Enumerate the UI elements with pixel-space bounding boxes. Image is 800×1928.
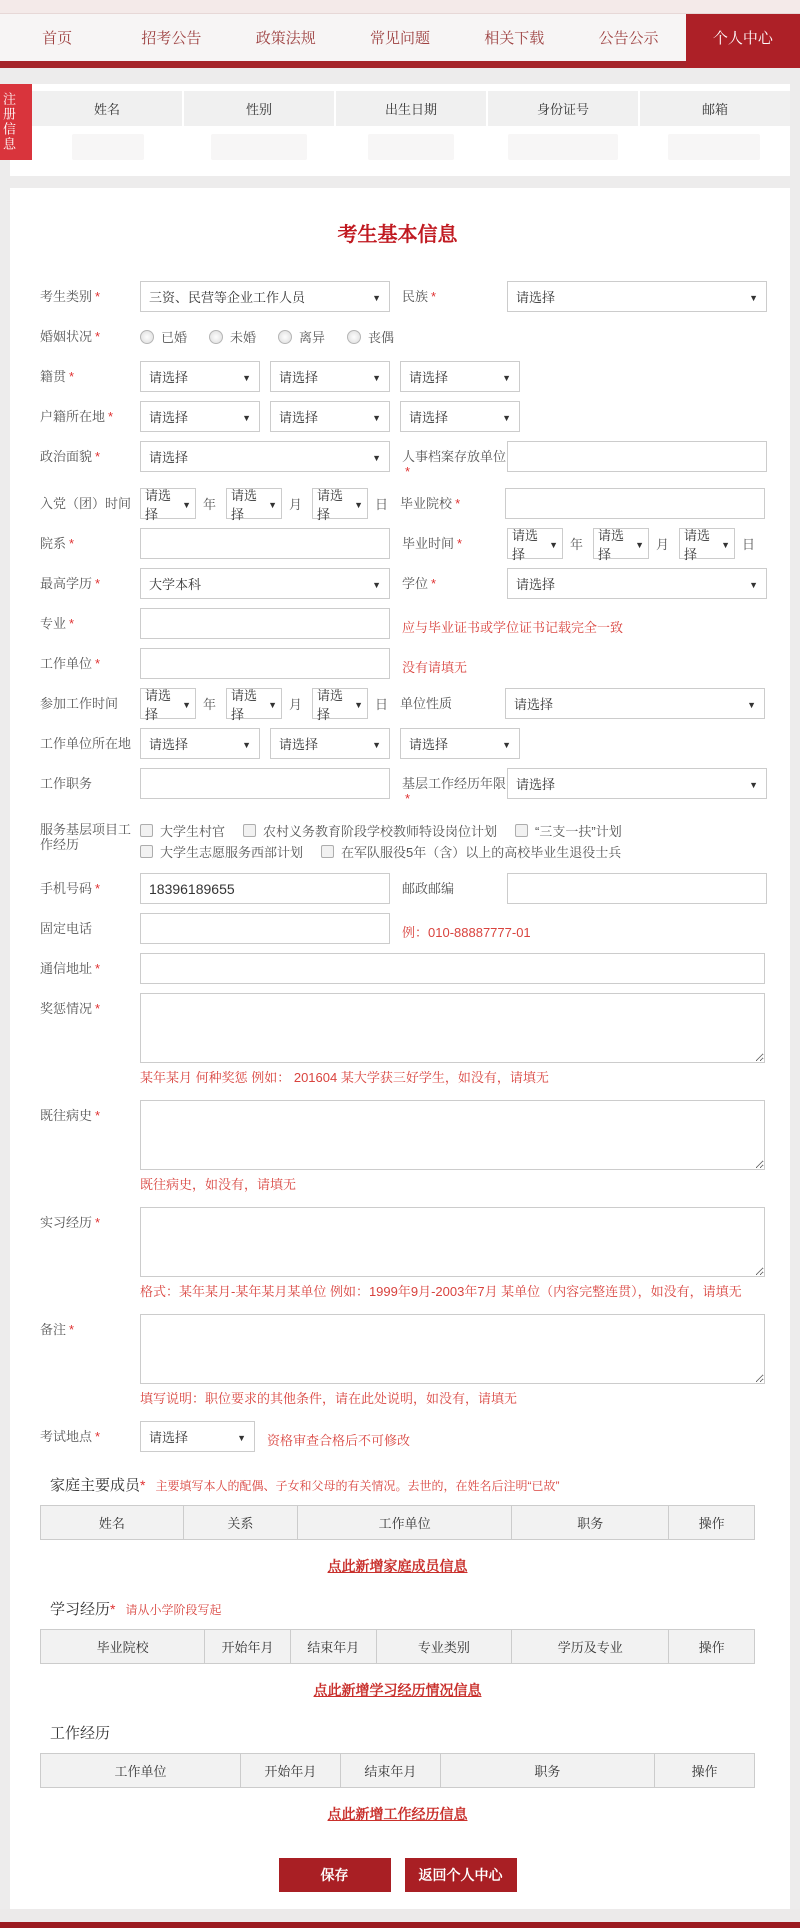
- radio-label-unmarried: 未婚: [230, 330, 257, 345]
- label-political-status: 政治面貌 *: [40, 449, 101, 464]
- dropdown-arrow-icon: [236, 369, 251, 384]
- work-col-actions: 操作: [655, 1754, 755, 1788]
- label-marital-status: 婚姻状况 *: [40, 329, 101, 344]
- select-graduation-month[interactable]: 请选择 ▼: [593, 528, 649, 559]
- checkbox-village-official[interactable]: [140, 824, 153, 837]
- label-job-title: 工作职务: [40, 776, 93, 791]
- column-header-birthdate: 出生日期: [336, 91, 488, 126]
- select-party-join-month[interactable]: 请选择 ▼: [226, 488, 282, 519]
- nav-item-announcements[interactable]: 招考公告: [141, 30, 202, 47]
- top-banner-strip: [0, 0, 800, 14]
- checkbox-three-supports-program[interactable]: [515, 824, 528, 837]
- dropdown-arrow-icon: [262, 696, 277, 711]
- select-native-district[interactable]: 请选择 ▼: [400, 361, 520, 392]
- employer-input[interactable]: [140, 648, 390, 679]
- family-members-section: 家庭主要成员 * 主要填写本人的配偶、子女和父母的有关情况。去世的，在姓名后注明“已故” 姓名 关系 工作单位 职务 操作 点此新增家庭成员信息: [40, 1474, 755, 1576]
- label-graduation-school: 毕业院校 *: [400, 496, 461, 511]
- dropdown-arrow-icon: [176, 696, 191, 711]
- dropdown-arrow-icon: [366, 449, 381, 464]
- checkbox-label-veteran-5years: 在军队服役5年（含）以上的高校毕业生退役士兵: [341, 845, 622, 860]
- education-history-section: 学习经历 * 请从小学阶段写起 毕业院校 开始年月 结束年月 专业类别 学历及专业 操作 点此新增学习经历情况信息: [40, 1598, 755, 1700]
- select-native-city[interactable]: 请选择 ▼: [270, 361, 390, 392]
- select-ethnicity[interactable]: 请选择 ▼: [507, 281, 767, 312]
- redacted-value: [508, 134, 618, 160]
- checkbox-west-volunteer-program[interactable]: [140, 845, 153, 858]
- education-col-school: 毕业院校: [41, 1630, 205, 1664]
- mobile-number-input[interactable]: [140, 873, 390, 904]
- family-section-title: 家庭主要成员: [50, 1477, 141, 1494]
- add-family-member-link[interactable]: 点此新增家庭成员信息: [327, 1558, 468, 1574]
- family-col-relation: 关系: [183, 1506, 297, 1540]
- register-info-section: [0, 84, 790, 176]
- rewards-punishments-hint: 某年某月 何种奖惩 例如： 201604 某大学获三好学生，如没有，请填无: [140, 1070, 549, 1085]
- select-graduation-year[interactable]: 请选择 ▼: [507, 528, 563, 559]
- select-candidate-category[interactable]: 三资、民营等企业工作人员 ▼: [140, 281, 390, 312]
- family-col-actions: 操作: [669, 1506, 755, 1540]
- radio-label-widowed: 丧偶: [368, 330, 395, 345]
- select-employer-province[interactable]: 请选择 ▼: [140, 728, 260, 759]
- dropdown-arrow-icon: [543, 536, 558, 551]
- label-landline: 固定电话: [40, 921, 93, 936]
- label-mobile-number: 手机号码 *: [40, 881, 101, 896]
- select-household-province[interactable]: 请选择 ▼: [140, 401, 260, 432]
- dropdown-arrow-icon: [348, 696, 363, 711]
- family-col-employer: 工作单位: [298, 1506, 512, 1540]
- select-employer-city[interactable]: 请选择 ▼: [270, 728, 390, 759]
- column-header-id-number: 身份证号: [488, 91, 640, 126]
- select-degree[interactable]: 请选择 ▼: [507, 568, 767, 599]
- label-employer-type: 单位性质: [400, 696, 453, 711]
- remarks-hint: 填写说明：职位要求的其他条件，请在此处说明，如没有，请填无: [140, 1391, 518, 1406]
- label-rewards-punishments: 奖惩情况 *: [40, 1001, 101, 1016]
- education-col-start: 开始年月: [205, 1630, 291, 1664]
- column-header-gender: 性别: [184, 91, 336, 126]
- education-col-end: 结束年月: [290, 1630, 376, 1664]
- label-highest-education: 最高学历 *: [40, 576, 101, 591]
- dropdown-arrow-icon: [496, 369, 511, 384]
- label-medical-history: 既往病史 *: [40, 1108, 101, 1123]
- dropdown-arrow-icon: [496, 409, 511, 424]
- label-mailing-address: 通信地址 *: [40, 961, 101, 976]
- faculty-input[interactable]: [140, 528, 390, 559]
- graduation-school-input[interactable]: [505, 488, 765, 519]
- column-header-name: 姓名: [32, 91, 184, 126]
- dropdown-arrow-icon: [366, 369, 381, 384]
- checkbox-rural-teacher-program[interactable]: [243, 824, 256, 837]
- label-native-place: 籍贯 *: [40, 369, 75, 384]
- nav-item-home[interactable]: 首页: [42, 30, 73, 47]
- select-political-status[interactable]: 请选择 ▼: [140, 441, 390, 472]
- work-col-employer: 工作单位: [41, 1754, 241, 1788]
- label-exam-location: 考试地点 *: [40, 1429, 101, 1444]
- dropdown-arrow-icon: [348, 496, 363, 511]
- select-household-city[interactable]: 请选择 ▼: [270, 401, 390, 432]
- label-personnel-file-unit: 人事档案存放单位*: [402, 449, 507, 479]
- add-education-link[interactable]: 点此新增学习经历情况信息: [313, 1682, 482, 1698]
- select-work-start-year[interactable]: 请选择 ▼: [140, 688, 196, 719]
- label-party-join-date: 入党（团）时间: [40, 496, 132, 511]
- dropdown-arrow-icon: [236, 736, 251, 751]
- major-hint: 应与毕业证书或学位证书记载完全一致: [402, 620, 624, 635]
- select-employer-district[interactable]: 请选择 ▼: [400, 728, 520, 759]
- main-navigation: [0, 14, 800, 61]
- dropdown-arrow-icon: [743, 576, 758, 591]
- rewards-punishments-textarea[interactable]: [140, 993, 765, 1063]
- select-work-start-month[interactable]: 请选择 ▼: [226, 688, 282, 719]
- label-faculty: 院系 *: [40, 536, 75, 551]
- select-native-province[interactable]: 请选择 ▼: [140, 361, 260, 392]
- redacted-value: [668, 134, 760, 160]
- internship-experience-hint: 格式：某年某月-某年某月某单位 例如：1999年9月-2003年7月 某单位（内容完整连贯），如没有，请填无: [140, 1284, 742, 1299]
- label-grassroots-programs: 服务基层项目工作经历: [40, 822, 132, 852]
- redacted-value: [368, 134, 454, 160]
- select-party-join-year[interactable]: 请选择 ▼: [140, 488, 196, 519]
- label-employer-location: 工作单位所在地: [40, 736, 132, 751]
- family-col-position: 职务: [512, 1506, 669, 1540]
- select-employer-type[interactable]: 请选择 ▼: [505, 688, 765, 719]
- work-history-table: [40, 1753, 755, 1788]
- radio-divorced[interactable]: [278, 330, 292, 344]
- select-exam-location[interactable]: 请选择 ▼: [140, 1421, 255, 1452]
- dropdown-arrow-icon: [496, 736, 511, 751]
- education-col-major-category: 专业类别: [376, 1630, 512, 1664]
- education-col-actions: 操作: [669, 1630, 755, 1664]
- dropdown-arrow-icon: [366, 576, 381, 591]
- checkbox-veteran-5years[interactable]: [321, 845, 334, 858]
- dropdown-arrow-icon: [262, 496, 277, 511]
- dropdown-arrow-icon: [231, 1429, 246, 1444]
- label-grassroots-years: 基层工作经历年限*: [402, 776, 507, 806]
- checkbox-label-village-official: 大学生村官: [160, 824, 226, 839]
- redacted-value: [72, 134, 144, 160]
- remarks-textarea[interactable]: [140, 1314, 765, 1384]
- landline-input[interactable]: [140, 913, 390, 944]
- nav-item-public-notices[interactable]: 公告公示: [598, 30, 659, 47]
- dropdown-arrow-icon: [366, 409, 381, 424]
- family-col-name: 姓名: [41, 1506, 184, 1540]
- nav-underline-bar: [0, 61, 800, 68]
- label-ethnicity: 民族 *: [402, 289, 437, 304]
- dropdown-arrow-icon: [743, 776, 758, 791]
- save-button[interactable]: 保存: [279, 1858, 391, 1892]
- family-members-table: [40, 1505, 755, 1540]
- back-to-personal-center-button[interactable]: 返回个人中心: [405, 1858, 517, 1892]
- select-graduation-day[interactable]: 请选择 ▼: [679, 528, 735, 559]
- education-section-hint: 请从小学阶段写起: [125, 1603, 222, 1617]
- radio-married[interactable]: [140, 330, 154, 344]
- dropdown-arrow-icon: [236, 409, 251, 424]
- checkbox-label-rural-teacher-program: 农村义务教育阶段学校教师特设岗位计划: [263, 824, 498, 839]
- checkbox-label-west-volunteer-program: 大学生志愿服务西部计划: [160, 845, 304, 860]
- medical-history-textarea[interactable]: [140, 1100, 765, 1170]
- dropdown-arrow-icon: [743, 289, 758, 304]
- education-section-title: 学习经历: [50, 1601, 111, 1618]
- label-major: 专业 *: [40, 616, 75, 631]
- radio-label-married: 已婚: [161, 330, 188, 345]
- nav-item-policies[interactable]: 政策法规: [255, 30, 316, 47]
- dropdown-arrow-icon: [366, 289, 381, 304]
- work-section-title: 工作经历: [50, 1725, 111, 1742]
- label-candidate-category: 考生类别 *: [40, 289, 101, 304]
- label-remarks: 备注 *: [40, 1322, 75, 1337]
- label-postal-code: 邮政邮编: [402, 881, 455, 896]
- register-info-tab[interactable]: 注册信息: [0, 84, 32, 160]
- label-internship-experience: 实习经历 *: [40, 1215, 101, 1230]
- family-section-hint: 主要填写本人的配偶、子女和父母的有关情况。去世的，在姓名后注明“已故”: [155, 1479, 560, 1493]
- dropdown-arrow-icon: [366, 736, 381, 751]
- work-history-section: [40, 1722, 755, 1824]
- select-grassroots-years[interactable]: 请选择 ▼: [507, 768, 767, 799]
- dropdown-arrow-icon: [629, 536, 644, 551]
- education-col-degree-major: 学历及专业: [512, 1630, 669, 1664]
- internship-experience-textarea[interactable]: [140, 1207, 765, 1277]
- checkbox-label-three-supports-program: “三支一扶”计划: [535, 824, 622, 839]
- page-footer: [0, 1909, 800, 1928]
- label-household-location: 户籍所在地 *: [40, 409, 114, 424]
- radio-unmarried[interactable]: [209, 330, 223, 344]
- add-work-experience-link[interactable]: 点此新增工作经历信息: [327, 1806, 468, 1822]
- major-input[interactable]: [140, 608, 390, 639]
- radio-label-divorced: 离异: [299, 330, 326, 345]
- work-col-position: 职务: [440, 1754, 654, 1788]
- candidate-form-panel: 考生基本信息 考生类别 * 三资、民营等企业工作人员 ▼ 民族 * 请选择 ▼ 婚姻状况 * 已婚 未婚 离异 丧偶 籍贯 * 请选择 ▼ 请选择 ▼ 请选择 ▼ 户籍所在地 * 请选择 ▼ 请选择 ▼ 请选择 ▼ 政治面貌 * 请选择 ▼ 人事档案存放单位* 入党（团）时间 请选择 ▼ 年 请选择 ▼ 月 请选择 ▼ 日 毕业院校 * 院系 * 毕业时间 * 请选择 ▼ 年 请选择 ▼ 月 请选择 ▼ 日 最高学历 * 大学本科 ▼ 学位 * 请选择 ▼ 专业 * 应与毕业证书或学位证书记载完全一致 工作单位 * 没有请填无 参加工作时间 请选择 ▼ 年 请选择 ▼ 月 请选择 ▼ 日 单位性质 请选择 ▼ 工作单位所在地 请选择 ▼ 请选择 ▼ 请选择 ▼ 工作职务 基层工作经历年限* 请选择 ▼ 服务基层项目工作经历 大学生村官 农村义务教育阶段学校教师特设岗位计划 “三支一扶”计划 大学生志愿服务西部计划 在军队服役5年（含）以上的高校毕业生退役士兵 手机号码 * 18396189655 邮政邮编 固定电话 例：010-88887777-01 通信地址 * 奖惩情况 * 某年某月 何种奖惩 例如： 201604 某大学获三好学生，如没有，请填无 既往病史 * 既往病史，如没有，请填无 实习经历 * 格式：某年某月-某年某月某单位 例如：1999年9月-2003年7月 某单位（内容完整连贯），如没有，请填无 备注 * 填写说明：职位要求的其他条件，请在此处说明，如没有，请填无 考试地点 * 请选择 ▼ 资格审查合格后不可修改 家庭主要成员 * 主要填写本人的配偶、子女和父母的有关情况。去世的，在姓名后注明“已故” 姓名 关系 工作单位 职务 操作 点此新增家庭成员信息 学习经历 * 请从小学阶段写起 毕业院校 开始年月 结束年月 专业类别 学历及专业 操作 点此新增学习经历情况信息 工作经历 工作单位 开始年月 结束年月 职务 操作 点此新增工作经历信息 保存 返回个人中心: [10, 188, 790, 1928]
- medical-history-hint: 既往病史，如没有，请填无: [140, 1177, 297, 1192]
- postal-code-input[interactable]: [507, 873, 767, 904]
- register-info-table: [32, 91, 790, 168]
- page-title: 考生基本信息: [337, 224, 458, 246]
- redacted-value: [211, 134, 307, 160]
- select-work-start-day[interactable]: 请选择 ▼: [312, 688, 368, 719]
- register-info-header-row: [32, 91, 790, 126]
- education-history-table: [40, 1629, 755, 1664]
- work-col-end: 结束年月: [340, 1754, 440, 1788]
- dropdown-arrow-icon: [715, 536, 730, 551]
- label-employer: 工作单位 *: [40, 656, 101, 671]
- personnel-file-unit-input[interactable]: [507, 441, 767, 472]
- nav-item-personal-center[interactable]: 个人中心: [686, 14, 800, 68]
- nav-item-downloads[interactable]: 相关下载: [484, 30, 545, 47]
- employer-hint: 没有请填无: [402, 660, 468, 675]
- exam-location-hint: 资格审查合格后不可修改: [267, 1433, 411, 1448]
- radio-widowed[interactable]: [347, 330, 361, 344]
- select-party-join-day[interactable]: 请选择 ▼: [312, 488, 368, 519]
- label-graduation-date: 毕业时间 *: [402, 536, 463, 551]
- select-household-district[interactable]: 请选择 ▼: [400, 401, 520, 432]
- job-title-input[interactable]: [140, 768, 390, 799]
- mailing-address-input[interactable]: [140, 953, 765, 984]
- register-info-data-row: [32, 126, 790, 168]
- column-header-email: 邮箱: [701, 102, 728, 117]
- work-col-start: 开始年月: [240, 1754, 340, 1788]
- label-work-start-date: 参加工作时间: [40, 696, 119, 711]
- nav-item-faq[interactable]: 常见问题: [369, 30, 430, 47]
- footer-red-bar: [0, 1922, 800, 1928]
- label-degree: 学位 *: [402, 576, 437, 591]
- select-highest-education[interactable]: 大学本科 ▼: [140, 568, 390, 599]
- dropdown-arrow-icon: [741, 696, 756, 711]
- landline-hint: 例：010-88887777-01: [402, 925, 531, 940]
- dropdown-arrow-icon: [176, 496, 191, 511]
